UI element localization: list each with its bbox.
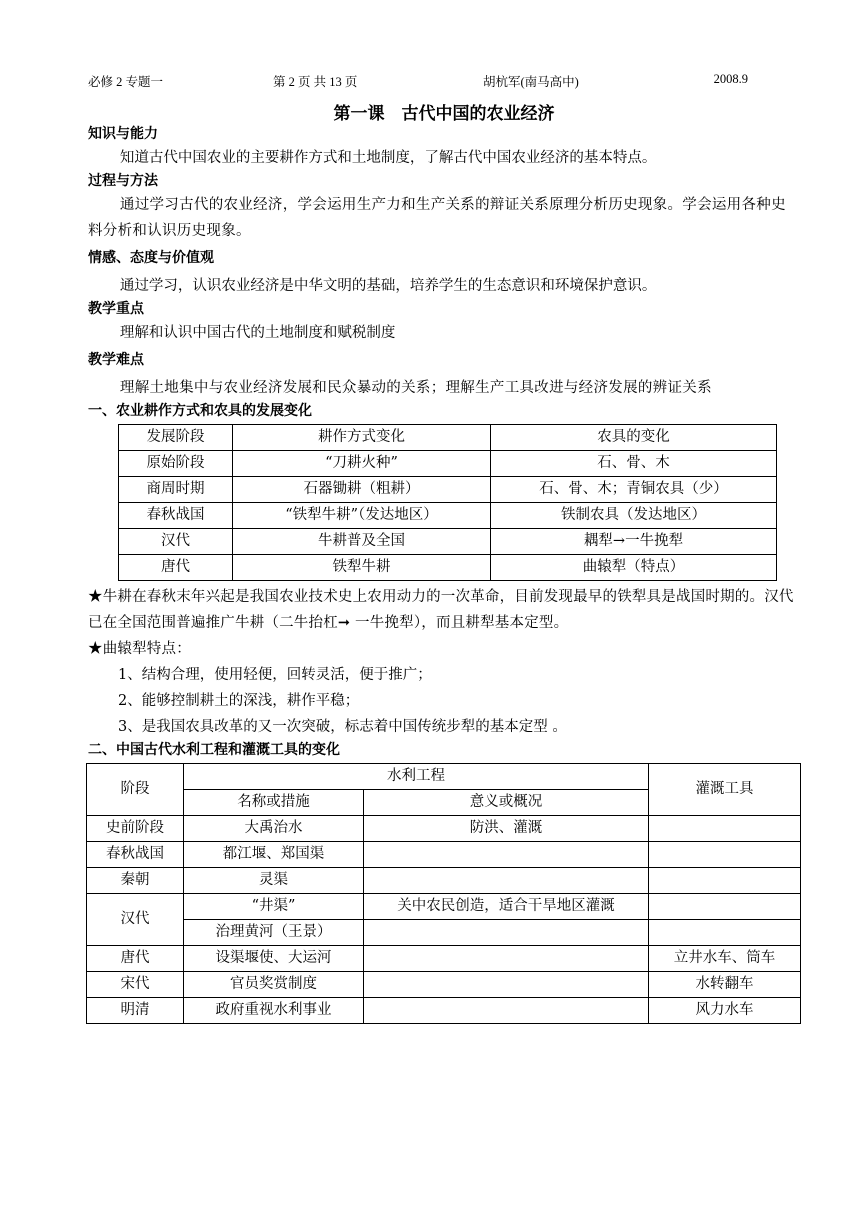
table-cell: 宋代 xyxy=(87,972,184,998)
table-cell: 春秋战国 xyxy=(87,842,184,868)
table-cell xyxy=(649,920,801,946)
table-cell: 政府重视水利事业 xyxy=(184,998,364,1024)
list-item: 1、结构合理，使用轻便，回转灵活，便于推广； xyxy=(118,667,432,683)
table-cell: 商周时期 xyxy=(119,477,233,503)
table-cell: “铁犁牛耕”（发达地区） xyxy=(233,503,491,529)
page-header xyxy=(88,72,800,92)
table-cell xyxy=(364,842,649,868)
table-cell: 春秋战国 xyxy=(119,503,233,529)
table-cell: 汉代 xyxy=(119,529,233,555)
page-title: 第一课 古代中国的农业经济 xyxy=(333,104,555,124)
table-cell xyxy=(649,894,801,920)
table-header-cell: 名称或措施 xyxy=(184,790,364,816)
table-cell: 史前阶段 xyxy=(87,816,184,842)
table-cell: 唐代 xyxy=(119,555,233,581)
table-cell: 铁制农具（发达地区） xyxy=(491,503,777,529)
irrigation-table xyxy=(86,763,801,1024)
section-heading-difficulty: 教学难点 xyxy=(88,352,144,368)
table-cell: 明清 xyxy=(87,998,184,1024)
section-text-emotion: 通过学习，认识农业经济是中华文明的基础，培养学生的生态意识和环境保护意识。 xyxy=(119,278,657,294)
document-body xyxy=(88,124,800,1024)
header-course: 必修 2 专题一 xyxy=(88,75,164,89)
table-header-cell: 农具的变化 xyxy=(491,425,777,451)
table-row xyxy=(87,998,801,1024)
section-text-focus: 理解和认识中国古代的土地制度和赋税制度 xyxy=(119,325,396,341)
table-cell xyxy=(649,842,801,868)
header-author: 胡杭军(南马高中) xyxy=(483,75,579,89)
table-cell: 石、骨、木 xyxy=(491,451,777,477)
farming-tools-table xyxy=(118,424,777,581)
table-cell: 都江堰、郑国渠 xyxy=(184,842,364,868)
table-header-cell: 耕作方式变化 xyxy=(233,425,491,451)
table-cell: 铁犁牛耕 xyxy=(233,555,491,581)
table-cell: 关中农民创造，适合干旱地区灌溉 xyxy=(364,894,649,920)
section-text-difficulty: 理解土地集中与农业经济发展和民众暴动的关系；理解生产工具改进与经济发展的辨证关系 xyxy=(119,380,712,396)
table-row xyxy=(87,868,801,894)
table-cell xyxy=(364,998,649,1024)
table-cell: “井渠” xyxy=(184,894,364,920)
list-item: 3、是我国农具改革的又一次突破，标志着中国传统步犁的基本定型 。 xyxy=(118,719,567,735)
table-row xyxy=(119,477,777,503)
part1-heading: 一、农业耕作方式和农具的发展变化 xyxy=(88,403,312,419)
table-cell xyxy=(364,946,649,972)
table-header-cell: 意义或概况 xyxy=(364,790,649,816)
part2-heading: 二、中国古代水利工程和灌溉工具的变化 xyxy=(88,742,340,758)
table-cell: 防洪、灌溉 xyxy=(364,816,649,842)
table-header-cell: 阶段 xyxy=(87,764,184,816)
header-page-info: 第 2 页 共 13 页 xyxy=(273,75,358,89)
table-cell: 原始阶段 xyxy=(119,451,233,477)
table-header-row xyxy=(87,764,801,790)
table-cell: 石器锄耕（粗耕） xyxy=(233,477,491,503)
table-cell xyxy=(364,868,649,894)
table-cell: 唐代 xyxy=(87,946,184,972)
table-cell: 牛耕普及全国 xyxy=(233,529,491,555)
table-cell: 秦朝 xyxy=(87,868,184,894)
table-header-cell: 灌溉工具 xyxy=(649,764,801,816)
table-cell: 汉代 xyxy=(87,894,184,946)
section-heading-focus: 教学重点 xyxy=(88,301,144,317)
table-cell: 治理黄河（王景） xyxy=(184,920,364,946)
table-row xyxy=(87,894,801,920)
table-row xyxy=(87,972,801,998)
table-cell xyxy=(649,868,801,894)
table-row xyxy=(119,451,777,477)
table-cell: “刀耕火种” xyxy=(233,451,491,477)
list-item: 2、能够控制耕土的深浅，耕作平稳； xyxy=(118,693,360,709)
table-cell: 设渠堰使、大运河 xyxy=(184,946,364,972)
table-row xyxy=(87,816,801,842)
table-cell xyxy=(364,972,649,998)
section-text-process: 通过学习古代的农业经济，学会运用生产力和生产关系的辩证关系原理分析历史现象。学会运用各种史料分析和认识历史现象。 xyxy=(88,197,786,239)
table-cell: 石、骨、木；青铜农具（少） xyxy=(491,477,777,503)
table-row xyxy=(87,946,801,972)
table-cell xyxy=(649,816,801,842)
table-cell: 灵渠 xyxy=(184,868,364,894)
table-cell: 官员奖赏制度 xyxy=(184,972,364,998)
table-row xyxy=(87,920,801,946)
header-date: 2008.9 xyxy=(713,72,748,86)
table-header-cell: 发展阶段 xyxy=(119,425,233,451)
table-cell: 立井水车、筒车 xyxy=(649,946,801,972)
table-cell: 水转翻车 xyxy=(649,972,801,998)
table-row xyxy=(119,503,777,529)
table-header-row xyxy=(119,425,777,451)
table-row xyxy=(87,842,801,868)
table-cell: 耦犁→一牛挽犁 xyxy=(491,529,777,555)
section-heading-knowledge: 知识与能力 xyxy=(88,126,158,142)
table-cell: 大禹治水 xyxy=(184,816,364,842)
note-ox-plough: ★牛耕在春秋末年兴起是我国农业技术史上农用动力的一次革命，目前发现最早的铁犁具是战国时期的。汉代已在全国范围普遍推广牛耕（二牛抬杠➞ 一牛挽犁），而且耕犁基本定型。 xyxy=(88,589,794,631)
section-heading-process: 过程与方法 xyxy=(88,173,158,189)
table-cell xyxy=(364,920,649,946)
section-text-knowledge: 知道古代中国农业的主要耕作方式和土地制度，了解古代中国农业经济的基本特点。 xyxy=(119,150,657,166)
table-row xyxy=(119,555,777,581)
table-cell: 风力水车 xyxy=(649,998,801,1024)
table-cell: 曲辕犁（特点） xyxy=(491,555,777,581)
table-header-cell: 水利工程 xyxy=(184,764,649,790)
table-row xyxy=(119,529,777,555)
note-curved-plough-title: ★曲辕犁特点： xyxy=(88,641,191,657)
section-heading-emotion: 情感、态度与价值观 xyxy=(88,250,214,266)
